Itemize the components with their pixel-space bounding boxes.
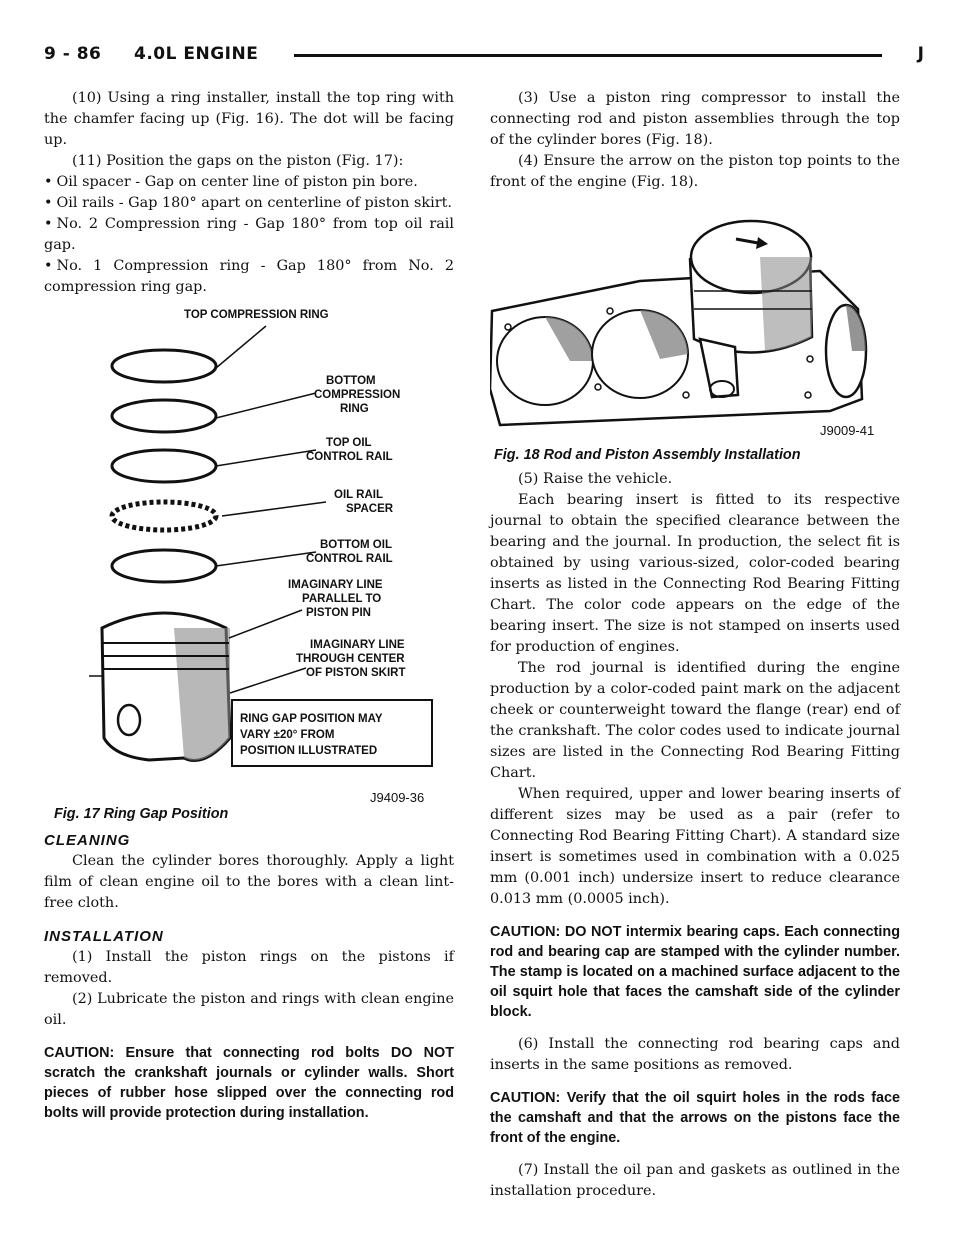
header-rule (294, 54, 882, 57)
label-top-compression-ring: TOP COMPRESSION RING (184, 309, 329, 321)
step-6: (6) Install the connecting rod bearing caps and inserts in the same positions as removed. (490, 1036, 900, 1073)
caution-rod-bolts: CAUTION: Ensure that connecting rod bolts DO NOT scratch the crankshaft journals or cylinder walls. Short pieces of rubber hose slipped over the connecting rod bolts will provide protection during installation. (44, 1045, 454, 1121)
label-line-parallel: IMAGINARY LINE (288, 579, 383, 591)
installation-heading: INSTALLATION (44, 928, 164, 945)
note-text: POSITION ILLUSTRATED (240, 745, 378, 757)
label-bottom-oil-rail: BOTTOM OIL (320, 539, 392, 551)
install-step-2: (2) Lubricate the piston and rings with clean engine oil. (44, 991, 454, 1028)
label-bottom-oil-rail: CONTROL RAIL (306, 553, 393, 565)
label-line-through: IMAGINARY LINE (310, 639, 405, 651)
figure-id: J9409-36 (370, 790, 425, 805)
section-title: 4.0L ENGINE (134, 44, 259, 64)
label-line-through: THROUGH CENTER (296, 653, 405, 665)
note-text: VARY ±20° FROM (240, 729, 335, 741)
label-line-parallel: PISTON PIN (306, 607, 371, 619)
figure-id: J9009-41 (820, 423, 875, 438)
label-bottom-ring: COMPRESSION (314, 389, 401, 401)
page-header (44, 44, 924, 74)
label-top-oil-rail: TOP OIL (326, 437, 372, 449)
label-top-oil-rail: CONTROL RAIL (306, 451, 393, 463)
figure-18 (490, 199, 900, 469)
figure-17 (44, 298, 454, 828)
label-line-through: OF PISTON SKIRT (306, 667, 406, 679)
step-11: (11) Position the gaps on the piston (Fig. 17): (72, 153, 404, 169)
step-4: (4) Ensure the arrow on the piston top points to the front of the engine (Fig. 18). (490, 153, 900, 190)
figure-17-caption: Fig. 17 Ring Gap Position (54, 806, 229, 822)
step-7: (7) Install the oil pan and gaskets as outlined in the installation procedure. (490, 1162, 900, 1199)
caution-oil-squirt: CAUTION: Verify that the oil squirt holes in the rods face the camshaft and that the arrows on the pistons face the front of the engine. (490, 1090, 900, 1146)
label-bottom-ring: BOTTOM (326, 375, 376, 387)
step-3: (3) Use a piston ring compressor to install the connecting rod and piston assemblies through the top of the cylinder bores (Fig. 18). (490, 90, 900, 148)
label-oil-rail-spacer: SPACER (346, 503, 394, 515)
caution-bearing-caps: CAUTION: DO NOT intermix bearing caps. Each connecting rod and bearing cap are stamped with the cylinder number. The stamp is located on a machined surface adjacent to the oil squirt hole that faces the camshaft side of the cylinder block. (490, 924, 900, 1020)
ring-gap-diagram (44, 298, 454, 808)
cleaning-text: Clean the cylinder bores thoroughly. Apply a light film of clean engine oil to the bores with a clean lint-free cloth. (44, 853, 454, 911)
left-column (44, 88, 454, 1123)
bearing-paragraph-1: Each bearing insert is fitted to its respective journal to obtain the specified clearance between the bearing and the journal. In production, the select fit is obtained by using various-sized, color-coded bearing inserts as listed in the Connecting Rod Bearing Fitting Chart. The color code appears on the edge of the bearing insert. The size is not stamped on inserts used for production of engines. (490, 492, 900, 655)
bearing-paragraph-2: The rod journal is identified during the engine production by a color-coded paint mark on the adjacent cheek or counterweight toward the flange (rear) end of the crankshaft. The color codes used to indicate journal sizes are listed in the Connecting Rod Bearing Fitting Chart. (490, 660, 900, 781)
page-number: 9 - 86 (44, 44, 102, 64)
label-oil-rail-spacer: OIL RAIL (334, 489, 383, 501)
section-letter: J (917, 44, 924, 64)
install-step-1: (1) Install the piston rings on the pistons if removed. (44, 949, 454, 986)
right-column (490, 88, 900, 1202)
step-10: (10) Using a ring installer, install the top ring with the chamfer facing up (Fig. 16). The dot will be facing up. (44, 90, 454, 148)
bullet-item: • Oil rails - Gap 180° apart on centerline of piston skirt. (44, 193, 454, 214)
bullet-item: • No. 2 Compression ring - Gap 180° from top oil rail gap. (44, 214, 454, 256)
bullet-item: • No. 1 Compression ring - Gap 180° from No. 2 compression ring gap. (44, 256, 454, 298)
label-line-parallel: PARALLEL TO (302, 593, 382, 605)
bullet-item: • Oil spacer - Gap on center line of piston pin bore. (44, 172, 454, 193)
note-text: RING GAP POSITION MAY (240, 713, 383, 725)
bearing-paragraph-3: When required, upper and lower bearing inserts of different sizes may be used as a pair (refer to Connecting Rod Bearing Fitting Chart). A standard size insert is sometimes used in combination with a 0.025 mm (0.001 inch) undersize insert to reduce clearance 0.013 mm (0.0005 inch). (490, 786, 900, 907)
cleaning-heading: CLEANING (44, 832, 131, 849)
rod-piston-diagram (490, 199, 900, 447)
step-5: (5) Raise the vehicle. (518, 471, 673, 487)
figure-18-caption: Fig. 18 Rod and Piston Assembly Installation (494, 447, 801, 463)
label-bottom-ring: RING (340, 403, 369, 415)
